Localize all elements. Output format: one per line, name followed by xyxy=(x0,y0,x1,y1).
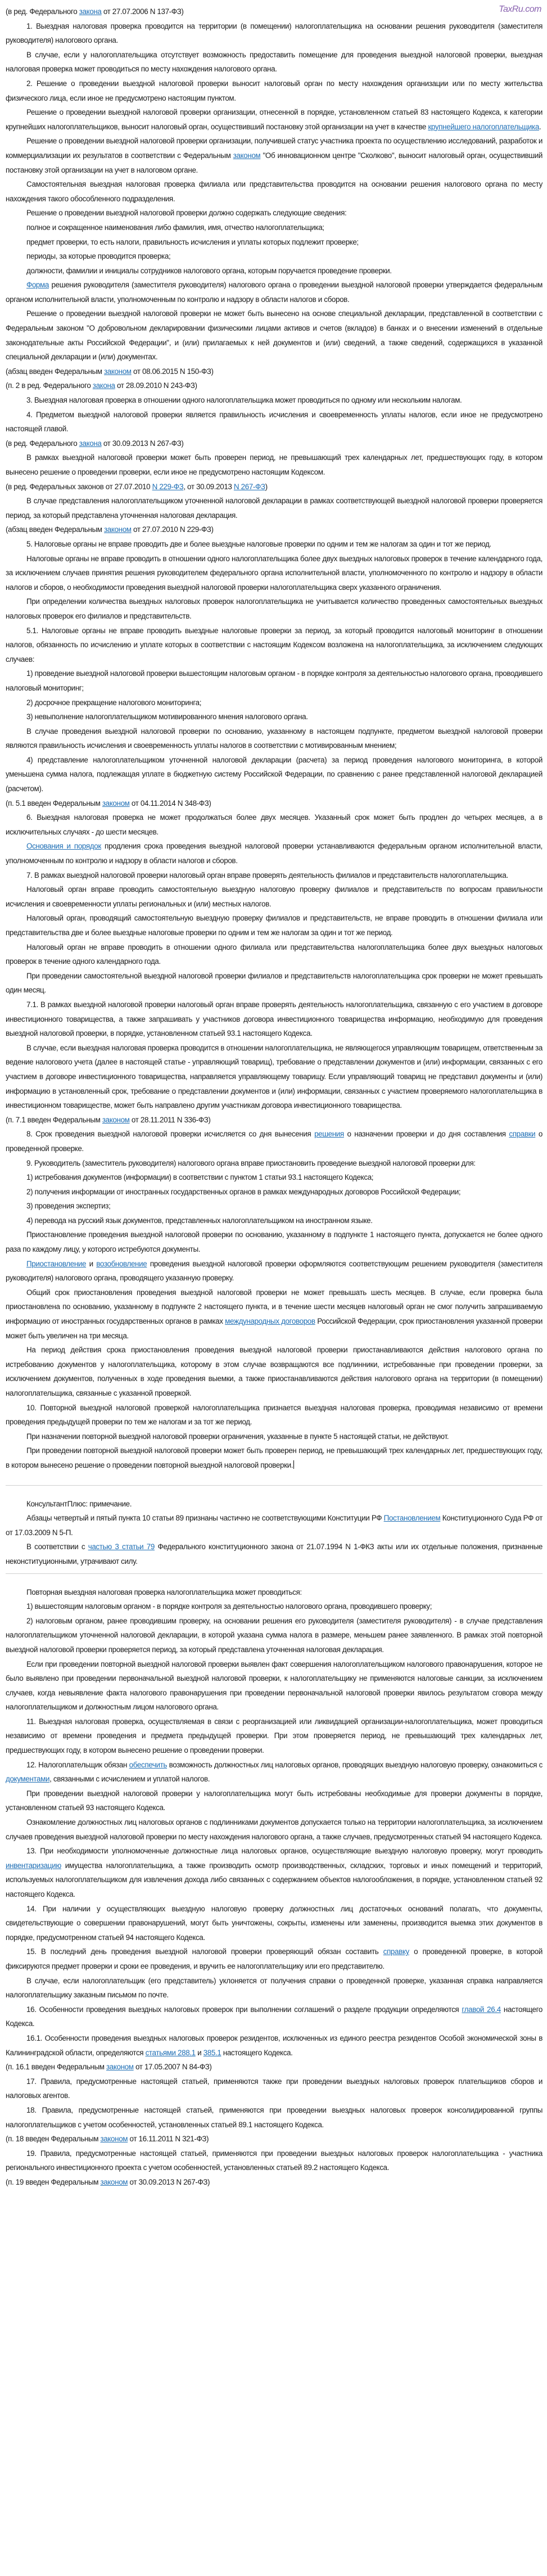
paragraph-text: Повторная выездная налоговая проверка налогоплательщика может проводиться: xyxy=(26,1587,302,1596)
paragraph-text: 2) налоговым органом, ранее проводившим проверку, на основании решения его руководителя (заместителя руководителя) - в случае представления налогоплательщиком уточненной налоговой декларации, в которой указана сумма налога в размере, меньшем ранее заявленного. В рамках этой повторной выездной налоговой проверки проверяется период, за который представлена уточненная налоговая декларация. xyxy=(6,1616,543,1654)
paragraph-text: На период действия срока приостановления проведения выездной налоговой проверки приостанавливаются действия налогового органа по истребованию документов у налогоплательщика, которому в этом случае возвращаются все подлинники, истребованные при проведении проверки, за исключением документов, полученных в ходе проведения выемки, а также приостанавливаются действия налогового органа на территории (в помещении) налогоплательщика, связанные с указанной проверкой. xyxy=(6,1346,543,1397)
paragraph-text: от 30.09.2013 N 267-ФЗ) xyxy=(101,439,184,448)
reference-link[interactable]: закона xyxy=(79,7,102,16)
reference-link[interactable]: крупнейшего налогоплательщика xyxy=(428,122,539,131)
paragraph xyxy=(6,2146,543,2175)
paragraph xyxy=(6,1786,543,1815)
paragraph xyxy=(6,696,543,710)
paragraph-text: и xyxy=(195,2048,204,2057)
paragraph xyxy=(6,2103,543,2132)
paragraph xyxy=(6,868,543,883)
reference-link[interactable]: законом xyxy=(104,525,132,534)
reference-link[interactable]: законом xyxy=(104,367,132,376)
paragraph-text: 5.1. Налоговые органы не вправе проводить выездные налоговые проверки за период, за который проводится налоговый мониторинг в отношении налогов, обязанность по исчислению и уплате которых в соответствии с настоящим Кодексом возложена на налогоплательщика, за исключением следующих случаев: xyxy=(6,626,543,664)
paragraph-text: "Об инновационном центре "Сколково", выносит налоговый орган, осуществивший постановку этой организации на учет в налоговом органе. xyxy=(6,151,543,174)
paragraph-text: КонсультантПлюс: примечание. xyxy=(26,1499,132,1508)
paragraph-text: 1) проведение выездной налоговой проверки вышестоящим налоговым органом - в порядке контроля за деятельностью налогового органа, проводившего налоговый мониторинг; xyxy=(6,669,543,692)
paragraph xyxy=(6,940,543,969)
paragraph xyxy=(6,2002,543,2031)
paragraph-text: В случае, если у налогоплательщика отсутствует возможность предоставить помещение для проведения выездной налоговой проверки, выездная налоговая проверка может проводиться по месту нахождения налогового органа. xyxy=(6,50,543,74)
paragraph-text: 2. Решение о проведении выездной налоговой проверки выносит налоговый орган по месту нахождения организации или по месту жительства физического лица, если иное не предусмотрено настоящим пунктом. xyxy=(6,79,543,102)
paragraph xyxy=(6,306,543,364)
paragraph-text: (абзац введен Федеральным xyxy=(6,525,104,534)
paragraph-text: от 30.09.2013 N 267-ФЗ) xyxy=(128,2177,210,2186)
paragraph-text: 3) проведения экспертиз; xyxy=(26,1202,111,1211)
amendment-note xyxy=(6,480,543,494)
paragraph-text: Ознакомление должностных лиц налоговых органов с подлинниками документов допускается только на территории налогоплательщика, за исключением случаев проведения выездной налоговой проверки по месту нахождения налогового органа, а также случаев, предусмотренных статьей 94 настоящего Кодекса. xyxy=(6,1818,543,1841)
reference-link[interactable]: Постановлением xyxy=(383,1514,441,1523)
paragraph xyxy=(6,1902,543,1945)
paragraph-text: 16.1. Особенности проведения выездных налоговых проверок резидентов, исключенных из единого реестра резидентов Особой экономической зоны в Калининградской области, определяются xyxy=(6,2033,543,2057)
paragraph-text: Федерального конституционного закона от 21.07.1994 N 1-ФКЗ акты или их отдельные положения, признанные неконституционными, утрачивают силу. xyxy=(6,1542,543,1566)
paragraph-text: 15. В последний день проведения выездной налоговой проверки проверяющий обязан составить xyxy=(26,1947,383,1956)
paragraph-text: и xyxy=(86,1259,97,1268)
paragraph-text: предмет проверки, то есть налоги, правильность исчисления и уплаты которых подлежит проверке; xyxy=(26,237,359,246)
paragraph-text: . xyxy=(539,122,541,131)
reference-link[interactable]: справку xyxy=(383,1947,409,1956)
section-divider xyxy=(6,1573,543,1574)
paragraph-text: В случае, если выездная налоговая проверка проводится в отношении налогоплательщика, не являющегося управляющим товарищем, ответственным за ведение налогового учета (далее в настоящей статье - управляющий товарищ), требование о представлении документов и (или) информации, связанных с его участием в договоре инвестиционного товарищества, направляется управляющему товарищу. Если управляющий товарищ не представил документы и (или) информацию в установленный срок, требование о представлении документов и (или) информации, связанных с участием проверяемого налогоплательщика в инвестиционном товариществе, может быть направлено другим участникам договора инвестиционного товарищества. xyxy=(6,1043,543,1110)
reference-link[interactable]: статьями 288.1 xyxy=(145,2048,196,2057)
reference-link[interactable]: решения xyxy=(314,1130,344,1139)
paragraph xyxy=(6,494,543,522)
document-body xyxy=(6,4,543,2189)
paragraph-text: от 04.11.2014 N 348-ФЗ) xyxy=(129,798,211,807)
paragraph xyxy=(6,1156,543,1171)
paragraph xyxy=(6,537,543,552)
paragraph-text: Налоговый орган не вправе проводить в отношении одного филиала или представительства налогоплательщика более двух выездных налоговых проверок в течение одного календарного года. xyxy=(6,942,543,966)
paragraph-text: проведения выездной налоговой проверки оформляются соответствующим решением руководителя (заместителя руководителя) налогового органа, проводящего указанную проверку. xyxy=(6,1259,543,1283)
paragraph-text: 11. Выездная налоговая проверка, осуществляемая в связи с реорганизацией или ликвидацией организации-налогоплательщика, может проводиться независимо от времени проведения и предмета предыдущей проверки. При этом проверяется период, не превышающий трех календарных лет, предшествующих году, в котором вынесено решение о проведении проверки. xyxy=(6,1717,543,1755)
paragraph-text: 6. Выездная налоговая проверка не может продолжаться более двух месяцев. Указанный срок может быть продлен до четырех месяцев, а в исключительных случаях - до шести месяцев. xyxy=(6,813,543,836)
paragraph xyxy=(6,998,543,1041)
paragraph xyxy=(6,1213,543,1228)
paragraph-text: имущества налогоплательщика, а также производить осмотр производственных, складских, торговых и иных помещений и территорий, используемых налогоплательщиком для извлечения дохода либо связанных с содержанием объектов налогообложения, в порядке, установленном статьей 92 настоящего Кодекса. xyxy=(6,1861,543,1898)
paragraph-text: от 28.11.2011 N 336-ФЗ) xyxy=(129,1115,211,1124)
reference-link[interactable]: возобновление xyxy=(96,1259,147,1268)
paragraph-text: о назначении проверки и до дня составления xyxy=(343,1130,509,1139)
paragraph xyxy=(6,1429,543,1444)
paragraph xyxy=(6,105,543,134)
paragraph-text: 8. Срок проведения выездной налоговой проверки исчисляется со дня вынесения xyxy=(26,1130,315,1139)
paragraph xyxy=(6,1585,543,1600)
paragraph-text: 3. Выездная налоговая проверка в отношении одного налогоплательщика может проводиться по одному или нескольким налогам. xyxy=(26,396,462,405)
paragraph-text: 4. Предметом выездной налоговой проверки является правильность исчисления и своевременность уплаты налогов, если иное не предусмотрено настоящей главой. xyxy=(6,410,543,434)
paragraph xyxy=(6,1945,543,1973)
amendment-note xyxy=(6,364,543,379)
paragraph-text: , от 30.09.2013 xyxy=(183,482,234,491)
paragraph-text: Решение о проведении выездной налоговой проверки должно содержать следующие сведения: xyxy=(26,209,347,218)
paragraph-text: 9. Руководитель (заместитель руководителя) налогового органа вправе приостановить проведение выездной налоговой проверки для: xyxy=(26,1158,476,1167)
section-divider xyxy=(6,1485,543,1486)
paragraph-text: Налоговые органы не вправе проводить в отношении одного налогоплательщика более двух выездных налоговых проверок в течение календарного года, за исключением случаев принятия решения руководителем федерального органа исполнительной власти, уполномоченного по контролю и надзору в области налогов и сборов, о необходимости проведения выездной налоговой проверки налогоплательщика сверх указанного ограничения. xyxy=(6,554,543,592)
amendment-note xyxy=(6,2132,543,2146)
paragraph xyxy=(6,76,543,105)
reference-link[interactable]: международных договоров xyxy=(225,1317,315,1326)
paragraph-text: (п. 18 введен Федеральным xyxy=(6,2135,101,2144)
paragraph-text: 12. Налогоплательщик обязан xyxy=(26,1760,129,1769)
paragraph-text: Налоговый орган вправе проводить самостоятельную выездную налоговую проверку филиалов и представительств по вопросам правильности исчисления и своевременности уплаты региональных и (или) местных налогов. xyxy=(6,885,543,908)
paragraph-text: Конституционного Суда РФ от от 17.03.2009 N 5-П. xyxy=(6,1514,543,1537)
text-cursor xyxy=(293,1460,294,1469)
reference-link[interactable]: законом xyxy=(233,151,261,160)
paragraph-text: В случае представления налогоплательщиком уточненной налоговой декларации в рамках соответствующей выездной налоговой проверки проверяется период, за который представлена уточненная налоговая декларация. xyxy=(6,497,543,520)
paragraph-text: возможность должностных лиц налоговых органов, проводящих выездную налоговую проверку, ознакомиться с xyxy=(167,1760,543,1769)
paragraph xyxy=(6,1127,543,1156)
paragraph-text: Решение о проведении выездной налоговой проверки не может быть вынесено на основе специальной декларации, представленной в соответствии с Федеральным законом "О добровольном декларировании физическими лицами активов и счетов (вкладов) в банках и о внесении изменений в отдельные законодательные акты Российской Федерации", и (или) прилагаемых к ней документов и (или) сведений, а также сведений, содержащихся в указанной специальной декларации и (или) документах. xyxy=(6,309,543,362)
paragraph xyxy=(6,1497,543,1512)
paragraph xyxy=(6,393,543,408)
paragraph-text: 1) вышестоящим налоговым органом - в порядке контроля за деятельностью налогового органа, проводившего проверку; xyxy=(26,1602,432,1611)
paragraph-text: В случае проведения выездной налоговой проверки по основанию, указанному в настоящем подпункте, предметом выездной налоговой проверки являются правильность исчисления и своевременность уплаты налогов в соответствии с мотивированным мнением; xyxy=(6,727,543,750)
paragraph-text: от 28.09.2010 N 243-ФЗ) xyxy=(115,381,197,390)
paragraph-text: Самостоятельная выездная налоговая проверка филиала или представительства проводится на основании решения налогового органа по месту нахождения такого обособленного подразделения. xyxy=(6,180,543,203)
paragraph-text: 13. При необходимости уполномоченные должностные лица налоговых органов, осуществляющие выездную налоговую проверку, могут проводить xyxy=(26,1847,543,1856)
paragraph-text: При назначении повторной выездной налоговой проверки ограничения, указанные в пункте 5 настоящей статьи, не действуют. xyxy=(26,1432,449,1441)
reference-link[interactable]: обеспечить xyxy=(129,1760,168,1769)
paragraph-text: При проведении выездной налоговой проверки у налогоплательщика могут быть истребованы необходимые для проверки документы в порядке, установленном статьей 93 настоящего Кодекса. xyxy=(6,1789,543,1812)
paragraph xyxy=(6,666,543,695)
paragraph-text: периоды, за которые проводится проверка; xyxy=(26,252,171,261)
amendment-note xyxy=(6,4,543,19)
paragraph-text: В соответствии с xyxy=(26,1542,88,1551)
paragraph xyxy=(6,1540,543,1568)
paragraph xyxy=(6,1614,543,1657)
site-watermark-logo: TaxRu.com xyxy=(499,4,541,14)
paragraph xyxy=(6,177,543,206)
paragraph-text: от 16.11.2011 N 321-ФЗ) xyxy=(128,2135,209,2144)
paragraph xyxy=(6,220,543,235)
paragraph-text: (п. 16.1 введен Федеральным xyxy=(6,2063,106,2072)
reference-link[interactable]: Форма xyxy=(26,281,49,290)
paragraph xyxy=(6,911,543,940)
paragraph xyxy=(6,206,543,220)
paragraph-text: 2) досрочное прекращение налогового мониторинга; xyxy=(26,698,202,707)
paragraph xyxy=(6,450,543,479)
paragraph-text: 10. Повторной выездной налоговой проверкой налогоплательщика признается выездная налоговая проверка, проводимая независимо от времени проведения предыдущей проверки по тем же налогам и за тот же период. xyxy=(6,1403,543,1427)
reference-link[interactable]: законом xyxy=(102,798,130,807)
paragraph xyxy=(6,1599,543,1614)
paragraph-text: 16. Особенности проведения выездных налоговых проверок при выполнении соглашений о разделе продукции определяются xyxy=(26,2005,462,2014)
paragraph-text: (п. 5.1 введен Федеральным xyxy=(6,798,102,807)
paragraph xyxy=(6,810,543,839)
paragraph-text: полное и сокращенное наименования либо фамилия, имя, отчество налогоплательщика; xyxy=(26,223,324,232)
paragraph-text: 3) невыполнение налогоплательщиком мотивированного мнения налогового органа. xyxy=(26,712,308,721)
reference-link[interactable]: законом xyxy=(106,2063,134,2072)
paragraph-text: (в ред. Федерального xyxy=(6,7,79,16)
paragraph-text: Общий срок приостановления проведения выездной налоговой проверки не может превышать шесть месяцев. В случае, если проверка была приостановлена по основанию, указанному в подпункте 2 настоящего пункта, и в течение шести месяцев налоговый орган не смог получить запрашиваемую информацию от иностранных государственных органов в рамках xyxy=(6,1288,543,1326)
paragraph xyxy=(6,2031,543,2060)
amendment-note xyxy=(6,2175,543,2190)
paragraph xyxy=(6,710,543,724)
paragraph xyxy=(6,249,543,264)
paragraph-text: (в ред. Федеральных законов от 27.07.2010 xyxy=(6,482,152,491)
paragraph xyxy=(6,1511,543,1540)
paragraph xyxy=(6,1443,543,1472)
paragraph-text: Налоговый орган, проводящий самостоятельную выездную проверку филиалов и представительств, не вправе проводить в отношении филиала или представительства две и более выездные налоговые проверки по одним и тем же налогам за один и тот же период. xyxy=(6,914,543,937)
paragraph-text: от 27.07.2010 N 229-ФЗ) xyxy=(131,525,214,534)
paragraph xyxy=(6,1285,543,1343)
amendment-note xyxy=(6,2060,543,2074)
reference-link[interactable]: N 267-ФЗ xyxy=(233,482,265,491)
paragraph xyxy=(6,753,543,796)
paragraph xyxy=(6,1844,543,1901)
paragraph xyxy=(6,1170,543,1185)
paragraph xyxy=(6,624,543,667)
paragraph xyxy=(6,2074,543,2103)
reference-link[interactable]: законом xyxy=(100,2177,128,2186)
paragraph-text: решения руководителя (заместителя руководителя) налогового органа о проведении выездной налоговой проверки утверждается федеральным органом исполнительной власти, уполномоченным по контролю и надзору в области налогов и сборов. xyxy=(6,281,543,304)
paragraph-text: 17. Правила, предусмотренные настоящей статьей, применяются также при проведении выездных налоговых проверок плательщиков сборов и налоговых агентов. xyxy=(6,2077,543,2100)
paragraph-text: ) xyxy=(265,482,268,491)
paragraph-text: В случае, если налогоплательщик (его представитель) уклоняется от получения справки о проведенной проверке, указанная справка направляется налогоплательщику заказным письмом по почте. xyxy=(6,1976,543,2000)
paragraph xyxy=(6,235,543,250)
paragraph xyxy=(6,48,543,76)
amendment-note xyxy=(6,1113,543,1127)
paragraph xyxy=(6,19,543,48)
paragraph-text: 4) представление налогоплательщиком уточненной налоговой декларации (расчета) за период проведения налогового мониторинга, в которой уменьшена сумма налога, подлежащая уплате в бюджетную систему Российской Федерации, по сравнению с ранее представленной налоговой декларацией (расчетом). xyxy=(6,755,543,793)
paragraph-text: 1. Выездная налоговая проверка проводится на территории (в помещении) налогоплательщика на основании решения руководителя (заместителя руководителя) налогового органа. xyxy=(6,21,543,45)
paragraph-text: 4) перевода на русский язык документов, представленных налогоплательщиком на иностранном языке. xyxy=(26,1216,373,1225)
paragraph-text: 14. При наличии у осуществляющих выездную налоговую проверку должностных лиц достаточных оснований полагать, что документы, свидетельствующие о совершении правонарушений, могут быть уничтожены, сокрыты, изменены или заменены, производится выемка этих документов в порядке, предусмотренном статьей 94 настоящего Кодекса. xyxy=(6,1904,543,1942)
paragraph-text: 7. В рамках выездной налоговой проверки налоговый орган вправе проверять деятельность филиалов и представительств налогоплательщика. xyxy=(26,870,508,879)
reference-link[interactable]: N 229-ФЗ xyxy=(152,482,184,491)
paragraph-text: 19. Правила, предусмотренные настоящей статьей, применяются при проведении выездных налоговых проверок налогоплательщика - участника регионального инвестиционного проекта с учетом особенностей, установленных статьей 89.2 настоящего Кодекса. xyxy=(6,2149,543,2172)
paragraph-text: 5. Налоговые органы не вправе проводить две и более выездные налоговые проверки по одним и тем же налогам за один и тот же период. xyxy=(26,539,491,548)
reference-link[interactable]: закона xyxy=(79,439,102,448)
paragraph-text: Абзацы четвертый и пятый пункта 10 статьи 89 признаны частично не соответствующими Конституции РФ xyxy=(26,1514,384,1523)
reference-link[interactable]: инвентаризацию xyxy=(6,1861,61,1870)
paragraph xyxy=(6,1974,543,2002)
amendment-note xyxy=(6,522,543,537)
reference-link[interactable]: главой 26.4 xyxy=(462,2005,501,2014)
paragraph-text: настоящего Кодекса. xyxy=(6,2005,543,2028)
paragraph-text: (абзац введен Федеральным xyxy=(6,367,104,376)
amendment-note xyxy=(6,378,543,393)
paragraph xyxy=(6,134,543,177)
paragraph xyxy=(6,1343,543,1400)
paragraph xyxy=(6,408,543,436)
paragraph-text: Если при проведении повторной выездной налоговой проверки выявлен факт совершения налогоплательщиком налогового правонарушения, которое не было выявлено при проведении первоначальной выездной налоговой проверки, к налогоплательщику не применяются налоговые санкции, за исключением случаев, когда невыявление факта налогового правонарушения при проведении первоначальной налоговой проверки явилось результатом сговора между налогоплательщиком и должностным лицом налогового органа. xyxy=(6,1659,543,1712)
paragraph-text: от 08.06.2015 N 150-ФЗ) xyxy=(131,367,214,376)
reference-link[interactable]: законом xyxy=(100,2135,128,2144)
paragraph-text: При определении количества выездных налоговых проверок налогоплательщика не учитывается количество проведенных самостоятельных выездных налоговых проверок его филиалов и представительств. xyxy=(6,597,543,620)
paragraph-text: Приостановление проведения выездной налоговой проверки по основанию, указанному в подпункте 1 настоящего пункта, допускается не более одного раза по каждому лицу, у которого истребуются документы. xyxy=(6,1230,543,1254)
amendment-note xyxy=(6,436,543,451)
paragraph-text: В рамках выездной налоговой проверки может быть проверен период, не превышающий трех календарных лет, предшествующих году, в котором вынесено решение о проведении проверки, если иное не предусмотрено настоящим Кодексом. xyxy=(6,453,543,476)
paragraph xyxy=(6,839,543,868)
reference-link[interactable]: Основания и порядок xyxy=(26,842,101,851)
paragraph-text: 1) истребования документов (информации) в соответствии с пунктом 1 статьи 93.1 настоящего Кодекса; xyxy=(26,1173,374,1182)
paragraph-text: 18. Правила, предусмотренные настоящей статьей, применяются при проведении выездных налоговых проверок консолидированной группы налогоплательщиков с учетом особенностей, установленных статьей 89.1 настоящего Кодекса. xyxy=(6,2105,543,2129)
paragraph-text: о проведенной проверке. xyxy=(6,1130,543,1153)
paragraph xyxy=(6,882,543,911)
paragraph-text: продления срока проведения выездной налоговой проверки устанавливаются федеральным органом исполнительной власти, уполномоченным по контролю и надзору в области налогов и сборов. xyxy=(6,842,543,865)
paragraph-text: от 27.07.2006 N 137-ФЗ) xyxy=(101,7,184,16)
paragraph xyxy=(6,1185,543,1199)
paragraph xyxy=(6,1257,543,1285)
paragraph-text: о проведенной проверке, в которой фиксируются предмет проверки и сроки ее проведения, и вручить ее налогоплательщику или его представителю. xyxy=(6,1947,543,1970)
paragraph xyxy=(6,724,543,753)
paragraph xyxy=(6,1401,543,1429)
reference-link[interactable]: частью 3 статьи 79 xyxy=(88,1542,155,1551)
paragraph-text: (п. 7.1 введен Федеральным xyxy=(6,1115,102,1124)
reference-link[interactable]: законом xyxy=(102,1115,130,1124)
paragraph-text: настоящего Кодекса. xyxy=(221,2048,293,2057)
reference-link[interactable]: Приостановление xyxy=(26,1259,87,1268)
reference-link[interactable]: документами xyxy=(6,1775,50,1784)
paragraph xyxy=(6,1041,543,1113)
paragraph-text: Решение о проведении выездной налоговой проверки организации, отнесенной в порядке, установленном статьей 83 настоящего Кодекса, к категории крупнейших налогоплательщиков, выносит налоговый орган, осуществивший постановку этой организации на учет в качестве xyxy=(6,108,543,131)
paragraph-text: При проведении повторной выездной налоговой проверки может быть проверен период, не превышающий трех календарных лет, предшествующих году, в котором вынесено решение о проведении повторной выездной налоговой проверки. xyxy=(6,1446,543,1469)
paragraph-text: При проведении самостоятельной выездной налоговой проверки филиалов и представительств налогоплательщика срок проверки не может превышать один месяц. xyxy=(6,971,543,995)
paragraph-text: Российской Федерации, срок приостановления указанной проверки может быть увеличен на три месяца. xyxy=(6,1317,543,1340)
amendment-note xyxy=(6,796,543,811)
paragraph-text: 2) получения информации от иностранных государственных органов в рамках международных договоров Российской Федерации; xyxy=(26,1187,461,1196)
paragraph xyxy=(6,278,543,306)
paragraph xyxy=(6,1815,543,1844)
paragraph-text: , связанными с исчислением и уплатой налогов. xyxy=(49,1775,210,1784)
paragraph xyxy=(6,1199,543,1213)
paragraph xyxy=(6,969,543,998)
paragraph xyxy=(6,1228,543,1256)
paragraph-text: Решение о проведении выездной налоговой проверки организации, получившей статус участника проекта по осуществлению исследований, разработок и коммерциализации их результатов в соответствии с Федеральным xyxy=(6,137,543,160)
paragraph xyxy=(6,1758,543,1786)
paragraph xyxy=(6,552,543,595)
paragraph xyxy=(6,1657,543,1715)
paragraph xyxy=(6,264,543,278)
reference-link[interactable]: 385.1 xyxy=(203,2048,221,2057)
paragraph xyxy=(6,594,543,623)
reference-link[interactable]: закона xyxy=(92,381,115,390)
paragraph-text: 7.1. В рамках выездной налоговой проверки налоговый орган вправе проверять деятельность налогоплательщика, связанную с его участием в договоре инвестиционного товарищества, а также запрашивать у участников договора инвестиционного товарищества информацию, необходимую для проведения выездной налоговой проверки, в порядке, установленном статьей 93.1 настоящего Кодекса. xyxy=(6,1000,543,1038)
paragraph-text: (п. 2 в ред. Федерального xyxy=(6,381,93,390)
paragraph-text: (в ред. Федерального xyxy=(6,439,79,448)
paragraph-text: (п. 19 введен Федеральным xyxy=(6,2177,101,2186)
paragraph-text: от 17.05.2007 N 84-ФЗ) xyxy=(133,2063,212,2072)
reference-link[interactable]: справки xyxy=(509,1130,536,1139)
paragraph xyxy=(6,1715,543,1758)
paragraph-text: должности, фамилии и инициалы сотрудников налогового органа, которым поручается проведение проверки. xyxy=(26,266,392,275)
